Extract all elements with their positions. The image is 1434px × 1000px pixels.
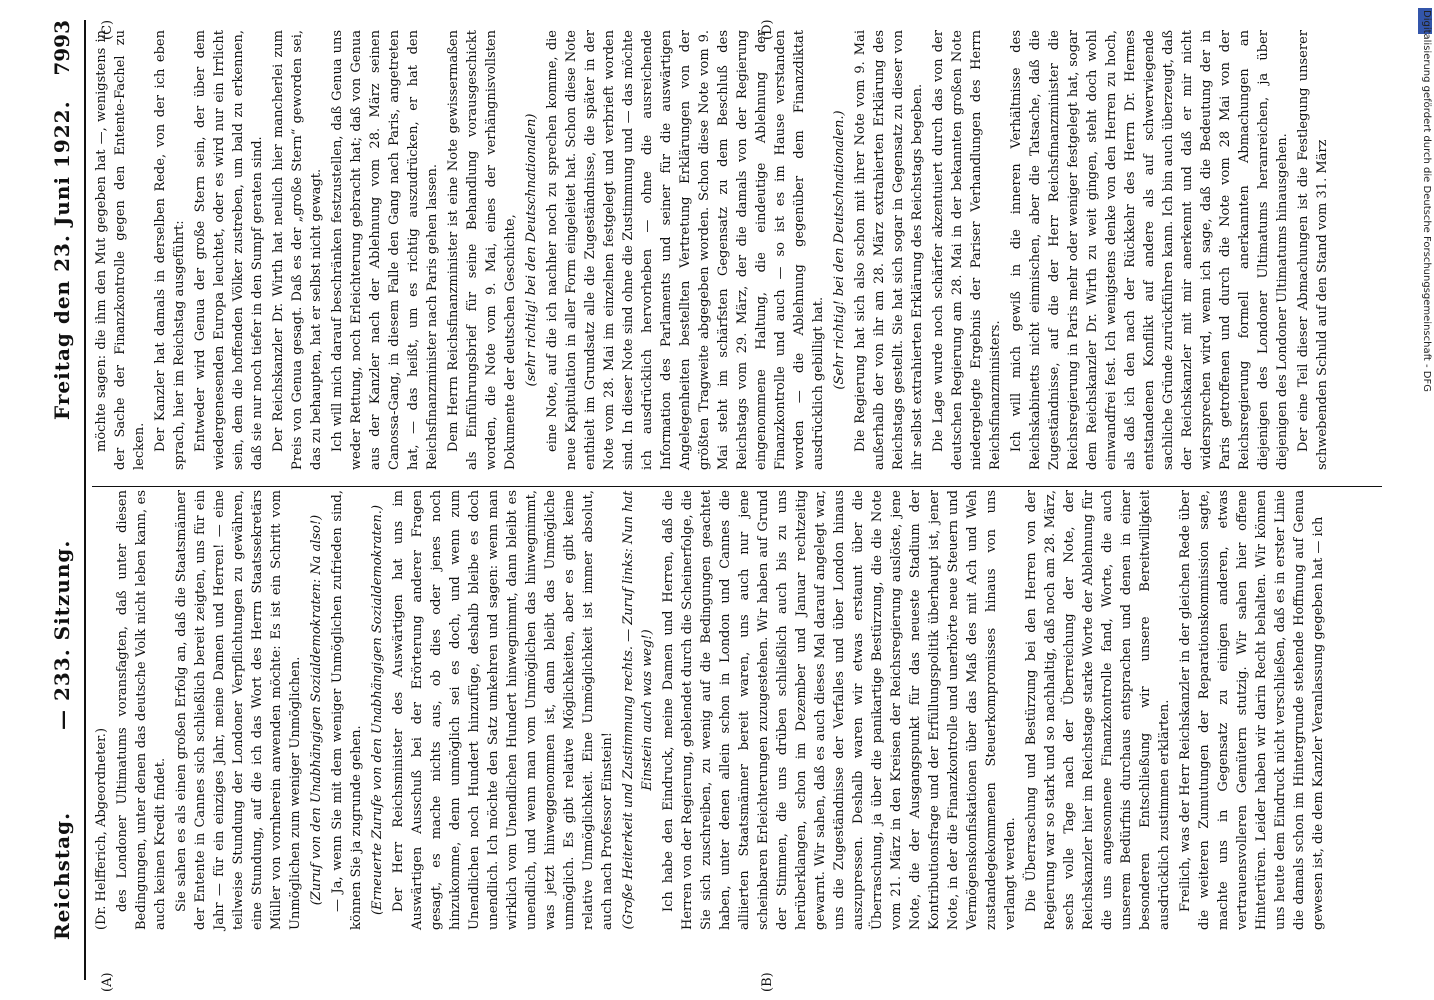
header-date: Freitag den 23. Juni 1922. (50, 100, 74, 420)
paragraph: Der eine Teil dieser Abmachungen ist die Festlegung unserer schwebenden Schuld auf den Stand vom 31. März (1296, 30, 1330, 470)
left-column-paragraphs (113, 490, 1328, 930)
paragraph: Die Überraschung und Bestürzung bei den Herren von der Regierung war so stark und so nachhaltig, daß noch am 28. März, sechs volle Tage nach der Überreichung der Note, der Reichskanzler hier im Reichstage starke Worte der Ablehnung für die uns angesonnene Finanzkontrolle fand, Worte, die auch unserem Bedürfnis durchaus entsprachen und denen in einer besonderen Entschließung wir unsere Bereitwilligkeit ausdrücklich zustimmen erklärten. (1024, 490, 1172, 930)
paragraph: Ich habe den Eindruck, meine Damen und Herren, daß die Herren von der Regierung, geblendet durch die Scheinerfolge, die Sie sich zuschreiben, zu wenig auf die Bedingungen geachtet haben, unter denen allein schon in London und Cannes die alliierten Staatsmänner bereit waren, uns auch nur jene scheinbaren Erleichterungen zuzugestehen. Wir haben auf Grund der Stimmen, die uns drüben schließlich auch bis zu uns herüberklangen, schon im Dezember und Januar rechtzeitig gewarnt. Wir sahen, daß es auch dieses Mal darauf angelegt war, uns die Zugeständnisse der Verfalles und über London hinaus auszupressen. Deshalb waren wir etwas erstaunt über die Überraschung, ja über die panikartige Bestürzung, die die Note vom 21. März in den Kreisen der Reichsregierung auslöste, jene Note, die der Ausgangspunkt für das neueste Stadium der Kontributionsfrage und der Erfüllungspolitik überhaupt ist, jener Note, in der die Finanzkontrolle und unerhörte neue Steuern und Vermögenskonfiskationen über das Maß des mit Ach und Weh zustandegekommenen Steuerkompromisses hinaus von uns verlangt werden. (661, 490, 1018, 930)
paragraph: (Große Heiterkeit und Zustimmung rechts. — Zuruf links: Nun hat Einstein auch was weg!) (621, 490, 655, 930)
paragraph: des Londoner Ultimatums voransfagten, daß unter diesen Bedingungen, unter denen das deutsche Volk nicht leben kann, es auch keinen Kredit findet. (115, 490, 168, 930)
text-column-left (92, 490, 1330, 930)
paragraph: Entweder wird Genua der große Stern sein, der über dem wiedergenesenden Europa leuchtet, oder es wird nur ein Irrlicht sein, dem die hoffenden Völker zustreben, um bald zu erkennen, daß sie nur noch tiefer in den Sumpf geraten sind. (193, 30, 265, 470)
paragraph: Der Kanzler hat damals in derselben Rede, von der ich eben sprach, hier im Reichstag ausgeführt: (153, 30, 187, 470)
column-divider (92, 486, 1382, 487)
paragraph: Die Regierung hat sich also schon mit ihrer Note vom 9. Mai außerhalb der von ihr am 28. März extrahierten Erklärung des Reichstags gestellt. Sie hat sich sogar in Gegensatz zu dieser von ihr selbst extrahierten Erklärung des Reichstags begeben. (853, 30, 925, 470)
paragraph: Freilich, was der Herr Reichskanzler in der gleichen Rede über die weiteren Zumutungen der Reparationskommission sagte, machte uns in Gegensatz zu einigen anderen, etwas vertrauensvolleren Gemütern stutzig. Wir sahen hier offene Hintertüren. Leider haben wir darin Recht behalten. Wir können uns heute dem Eindruck nicht verschließen, daß es in erster Linie die damals schon im Hintergrunde stehende Hoffnung auf Genua gewesen ist, die dem Kanzler Veranlassung gegeben hat — ich (1178, 490, 1326, 930)
header-rule (84, 20, 86, 980)
margin-marker-c: (C) (100, 19, 115, 40)
header-left: Reichstag. (50, 811, 74, 940)
margin-marker-d: (D) (760, 19, 775, 40)
rotated-page-content (40, 0, 1420, 1000)
paragraph: Ich will mich darauf beschränken festzustellen, daß Genua uns weder Rettung, noch Erleichterung gebracht hat; daß von Genua aus der Kanzler nach der Ablehnung vom 28. März seinen Canossa-Gang, in diesem Falle den Gang nach Paris, angetreten hat, — das heißt, um es richtig auszudrücken, er hat den Reichsfinanzminister nach Paris gehen lassen. (330, 30, 440, 470)
paragraph: Sie sahen es als einen großen Erfolg an, daß die Staatsmänner der Entente in Cannes sich schließlich bereit zeigten, uns für ein Jahr — für ein einziges Jahr, meine Damen und Herren! — eine teilweise Stundung der Londoner Verpflichtungen zu gewähren, eine Stundung, auf die ich das Wort des Herrn Staatssekretärs Müller von vornherein anwenden möchte: Es ist ein Schritt vom Unmöglichen zum weniger Unmöglichen. (174, 490, 303, 930)
header-session: — 233. Sitzung. (50, 539, 74, 730)
paragraph: (sehr richtig! bei den Deutschnationalen) (524, 113, 539, 387)
paragraph: (Zuruf von den Unabhängigen Sozialdemokraten: Na also!) (309, 514, 324, 906)
digitization-note (1418, 10, 1432, 990)
paragraph: (Sehr richtig! bei den Deutschnationalen.) (832, 110, 847, 390)
paragraph: (Erneuerte Zurufe von den Unabhängigen Sozialdemokraten.) (370, 504, 385, 916)
paragraph: — Ja, wenn Sie mit dem weniger Unmöglichen zufrieden sind, können Sie ja zugrunde gehen. (330, 490, 364, 930)
speaker-line: (Dr. Helfferich, Abgeordneter.) (94, 727, 109, 930)
page-number: 7993 (50, 20, 74, 76)
paragraph: Dem Herrn Reichsfinanzminister ist eine Note gewissermaßen als Einführungsbrief für seine Behandlung vorausgeschickt worden, die Note vom 9. Mai, eines der verhängnisvollsten Dokumente der deutschen Geschichte, (446, 30, 518, 470)
paragraph: eine Note, auf die ich nachher noch zu sprechen komme, die neue Kapitulation in aller Form eingeleitet hat. Schon diese Note enthielt im Grundsatz alle die Zugeständnisse, die später in der Note vom 28. Mai im einzelnen festgelegt und verbrieft worden sind. In dieser Note sind ohne die Zustimmung und — das möchte ich ausdrücklich hervorheben — ohne die ausreichende Information des Parlaments und seiner für die auswärtigen Angelegenheiten bestellten Vertretung Erklärungen von der größten Tragweite abgegeben worden. Schon diese Note vom 9. Mai steht im schärfsten Gegensatz zu dem Beschluß des Reichstags vom 29. März, der die damals von der Regierung eingenommene Haltung, die eindeutige Ablehnung der Finanzkontrolle und auch — so ist es im Hause verstanden worden — die Ablehnung gegenüber dem Finanzdiktat ausdrücklich gebilligt hat. (545, 30, 826, 470)
paragraph: Die Lage wurde noch schärfer akzentuiert durch das von der deutschen Regierung am 28. Mai in der bekannten großen Note niedergelegte Ergebnis der Pariser Verhandlungen des Herrn Reichsfinanzministers. (931, 30, 1003, 470)
paragraph: Ich will mich gewiß in die inneren Verhältnisse des Reichskabinetts nicht einmischen, aber die Tatsache, daß die Zugeständnisse, auf die der Herr Reichsfinanzminister die Reichsregierung in Paris mehr oder weniger festgelegt hat, sogar dem Reichskanzler Dr. Wirth zu weit gingen, steht doch wohl einwandfrei fest. Ich wenigstens denke von den Herren zu hoch, als daß ich den nach der Rückkehr des Herrn Dr. Hermes entstandenen Konflikt auf andere als auf schwerwiegende sachliche Gründe zurückführen kann. Ich bin auch überzeugt, daß der Reichskanzler mit mir anerkennt und daß er mir nicht widersprechen wird, wenn ich sage, daß die Bedeutung der in Paris getroffenen und durch die Note vom 28 Mai von der Reichsregierung formell anerkannten Abmachungen an diejenigen des Londoner Ultimatums heranreichen, ja über diejenigen des Londoner Ultimatums hinausgehen. (1009, 30, 1290, 470)
text-column-right (92, 30, 1334, 470)
right-column-paragraphs (92, 30, 1332, 470)
margin-marker-a: (A) (100, 972, 115, 992)
margin-marker-b: (B) (760, 972, 775, 992)
paragraph: Der Herr Reichsminister des Auswärtigen hat uns im Auswärtigen Ausschuß bei der Erörterung anderer Fragen gesagt, es mache nichts aus, ob dies oder jenes noch hinzukomme, denn unmöglich sei es doch, und wenn zum Unendlichen noch Hundert hinzufüge, deshalb bleibe es doch unendlich. Ich möchte den Satz umkehren und sagen: wenn man wirklich vom Unendlichen Hundert hinwegnimmt, dann bleibt es unendlich, und wenn man vom Unmöglichen das hinwegnimmt, was jetzt hinweggenommen ist, dann bleibt das Unmögliche unmöglich. Es gibt relative Möglichkeiten, aber es gibt keine relative Unmöglichkeit. Eine Unmöglichkeit ist immer absolut, auch nach Professor Einstein! (391, 490, 615, 930)
page-header (48, 20, 88, 980)
paragraph: Der Reichskanzler Dr. Wirth hat neulich hier mancherlei zum Preis von Genua gesagt. Daß es der „große Stern“ geworden sei, das zu behaupten, hat er selbst nicht gewagt. (271, 30, 324, 470)
digitization-note-text: Digitalisierung gefördert durch die Deutsche Forschungsgemeinschaft - DFG (1421, 10, 1432, 393)
paragraph: möchte sagen: die ihm den Mut gegeben hat —, wenigstens in der Sache der Finanzkontrolle gegen den Entente-Fachel zu lecken. (94, 30, 147, 470)
